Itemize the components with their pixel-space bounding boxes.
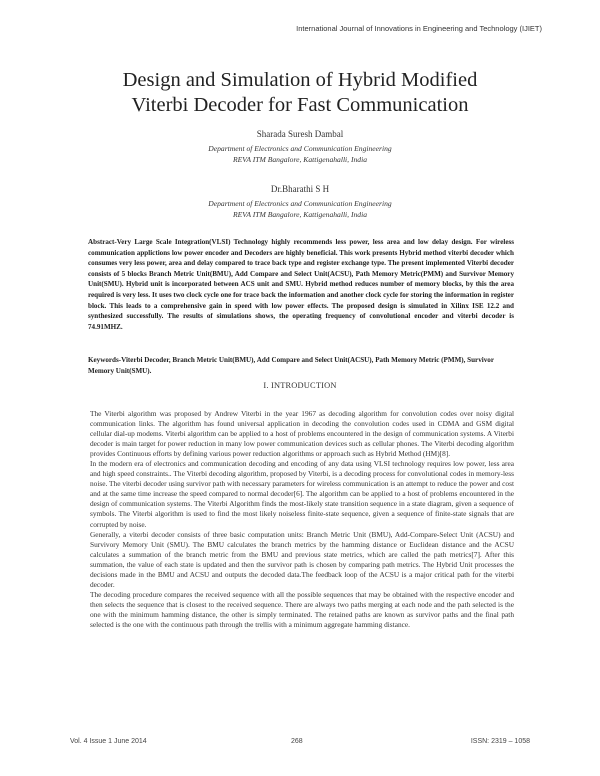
paragraph: The Viterbi algorithm was proposed by Andrew Viterbi in the year 1967 as decoding algorithm for convolution codes over noisy digital communication links. The algorithm has found universal application in decoding the convolution codes used in CDMA and GSM digital cellular dial-up modems. Viterbi algorithm can be applied to a host of problems encountered in the design of communication systems. A Viterbi decoder is main target for power reduction in many low power communication devices such as cellular phones. The Viterbi decoding algorithm provides Continuous efforts by defining various power reduction algorithms or approach such as Hybrid Method (HM)[8]. (90, 409, 514, 459)
footer-volume: Vol. 4 Issue 1 June 2014 (70, 738, 147, 745)
author-department: Department of Electronics and Communication Engineering (208, 144, 392, 153)
author-institution: REVA ITM Bangalore, Kattigenahalli, India (232, 155, 367, 164)
keywords: Keywords-Viterbi Decoder, Branch Metric Unit(BMU), Add Compare and Select Unit(ACSU), Path Memory Metric (PMM), Survivor Memory Unit(SMU). (88, 356, 494, 375)
paragraph: In the modern era of electronics and communication decoding and encoding of any data using VLSI technology requires low power, less area and high speed constraints.. The Viterbi decoding algorithm, proposed by Viterbi, is a decoding process for convolutional codes in memory-less noise. The viterbi decoder using survivor path with necessary parameters for wireless communication is an attempt to reduce the power and cost and at the same time increase the speed compared to normal decoder[6]. The algorithm can be applied to a host of problems encountered in the design of communication systems. The Viterbi Algorithm finds the most-likely state transition sequence in a state diagram, given a sequence of symbols. The Viterbi algorithm is used to find the most likely noiseless finite-state sequence, given a sequence of finite-state signals that are corrupted by noise. (90, 459, 514, 529)
title-line-2: Viterbi Decoder for Fast Communication (131, 94, 469, 116)
paragraph: The decoding procedure compares the received sequence with all the possible sequences that may be obtained with the respective encoder and then selects the sequence that is closest to the received sequence. There are always two paths merging at each node and the path selected is the one with the minimum hamming distance, the other is simply terminated. The retained paths are known as survivor paths and the final path selected is the one with the continuous path through the trellis with a minimum aggregate hamming distance. (90, 589, 514, 629)
abstract: Abstract-Very Large Scale Integration(VLSI) Technology highly recommends less power, less area and low delay design. For wireless communication applictions low power encoder and Decoders are highly beneficial. This work presents Hybrid method viterbi decoder which consumes very less power, area and delay compared to trace back type and register exchange type. The present implemented Viterbi decoder consists of 5 blocks Branch Metric Unit(BMU), Add Compare and Select Unit(ACSU), Path Memory Metric(PMM) and Survivor Memory Unit(SMU). Hybrid unit is incorporated between ACS unit and SMU. Hybrid method reduces number of memory blocks, by this the area required is very less. It uses two clock cycle one for trace back the information and another clock cycle for storing the information in register block. This leads to a comprehensive gain in speed with low power effects. The proposed design is simulated in Xilinx ISE 12.2 and synthesized successfully. The results of simulations shows, the operating frequency of convolutional encoder and viterbi decoder is 74.91MHZ. (88, 238, 514, 331)
paper-title (60, 68, 540, 118)
journal-header: International Journal of Innovations in Engineering and Technology (IJIET) (296, 24, 542, 33)
introduction-body (90, 409, 514, 630)
author-institution: REVA ITM Bangalore, Kattigenahalli, India (232, 210, 367, 219)
author-name: Sharada Suresh Dambal (256, 129, 344, 139)
footer-issn: ISSN: 2319 – 1058 (470, 738, 530, 745)
author-department: Department of Electronics and Communication Engineering (208, 199, 392, 208)
section-heading-introduction: I. INTRODUCTION (263, 381, 337, 390)
paragraph: Generally, a viterbi decoder consists of three basic computation units: Branch Metric Unit (BMU), Add-Compare-Select Unit (ACSU) and Survivory Memory Unit (SMU). The BMU calculates the branch metrics by the hamming distance or Euclidean distance and the ACSU calculates a summation of the branch metric from the BMU and previous state metrics, which are called the path metrics[7]. After this summation, the value of each state is updated and then the survivor path is chosen by comparing path metrics. The Hybrid Unit processes the decisions made in the BMU and ACSU and outputs the decoded data.The feedback loop of the ACSU is a major critical path for the viterbi decoder. (90, 529, 514, 589)
author-name: Dr.Bharathi S H (270, 184, 330, 194)
title-line-1: Design and Simulation of Hybrid Modified (122, 69, 478, 91)
footer-page-number: 268 (291, 738, 303, 745)
